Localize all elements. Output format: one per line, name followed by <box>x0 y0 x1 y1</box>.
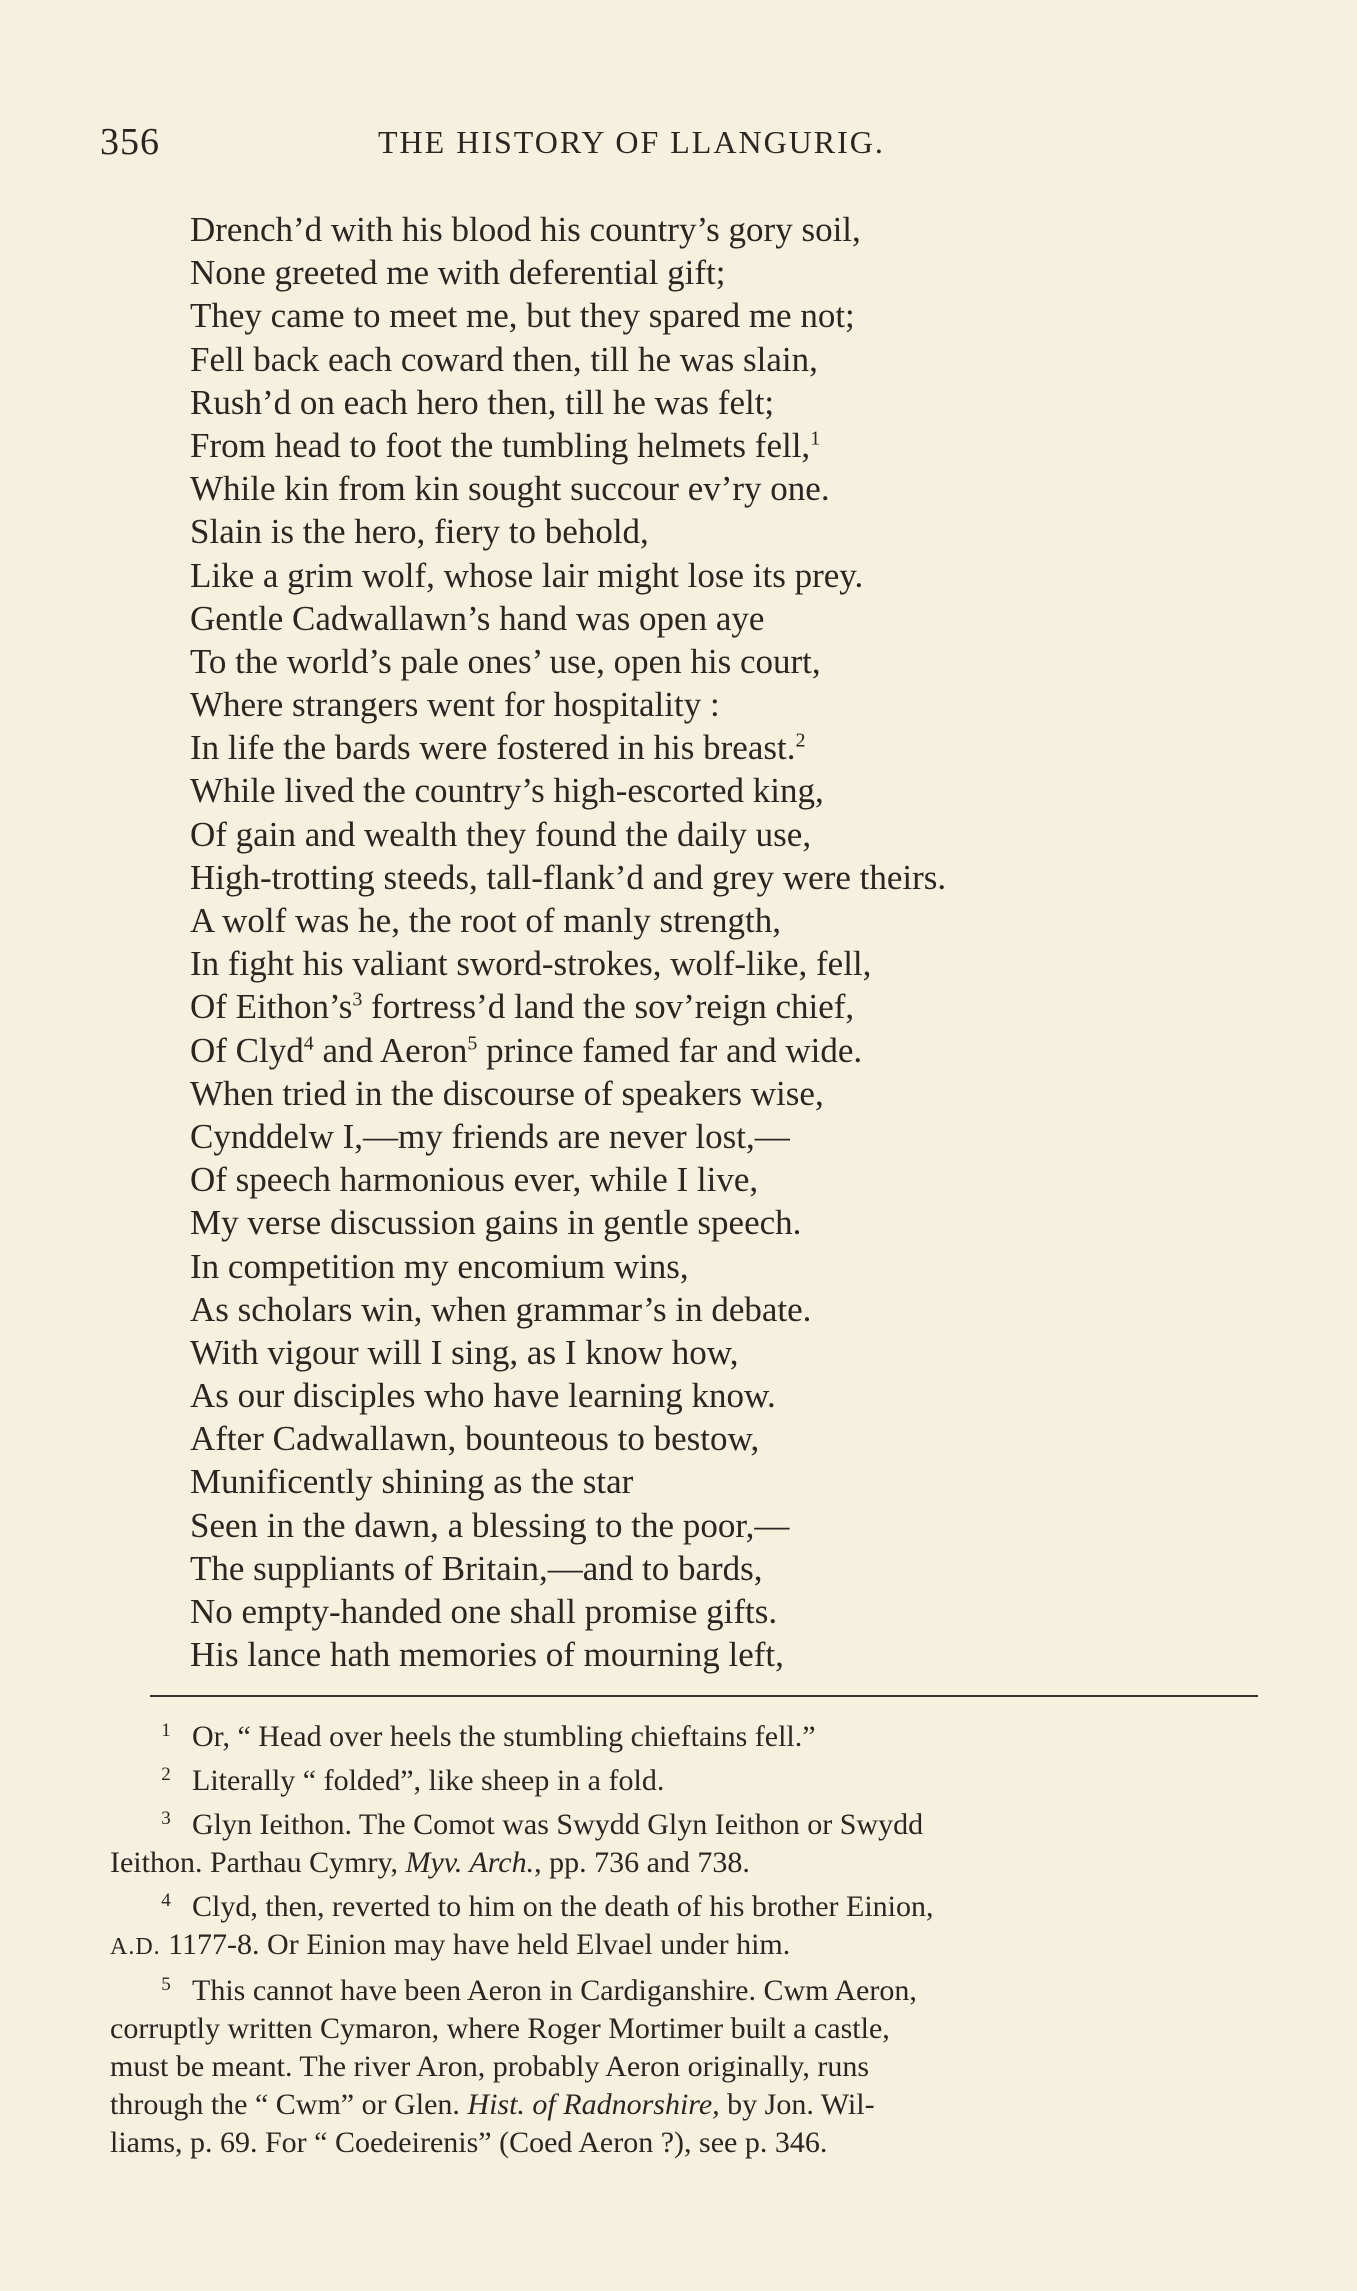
poem-line <box>190 1201 1270 1244</box>
poem-line-text: As our disciples who have learning know. <box>190 1376 776 1416</box>
page-header <box>100 120 1260 170</box>
poem-line-text: From head to foot the tumbling helmets fell, <box>190 425 811 465</box>
footnote-line <box>110 1926 1270 1966</box>
poem-line-text: High-trotting steeds, tall-flank’d and grey were theirs. <box>190 857 947 897</box>
footnote-line <box>110 1966 1270 2010</box>
poem-line <box>190 1029 1270 1072</box>
footnote-line <box>110 1882 1270 1926</box>
poem-line <box>190 1547 1270 1590</box>
footnote-text: Literally “ folded”, like sheep in a fold. <box>192 1764 665 1797</box>
poem-line-text: Gentle Cadwallawn’s hand was open aye <box>190 598 765 638</box>
footnote-text: , pp. 736 and 738. <box>534 1846 750 1879</box>
poem-line-text: In fight his valiant sword-strokes, wolf-like, fell, <box>190 944 872 984</box>
poem-line <box>190 1158 1270 1201</box>
poem-line-text: Cynddelw I,—my friends are never lost,— <box>190 1116 790 1156</box>
poem-line <box>190 1374 1270 1417</box>
poem-line <box>190 597 1270 640</box>
poem-line <box>190 1331 1270 1374</box>
poem-line-text: In life the bards were fostered in his breast. <box>190 728 796 768</box>
poem-line-text: His lance hath memories of mourning left, <box>190 1635 784 1675</box>
footnote-text: corruptly written Cymaron, where Roger Mortimer built a castle, <box>110 2012 890 2045</box>
poem-line-text: Slain is the hero, fiery to behold, <box>190 512 649 552</box>
poem-line <box>190 640 1270 683</box>
footnote-text: Or, “ Head over heels the stumbling chieftains fell.” <box>192 1720 816 1753</box>
poem-line <box>190 381 1270 424</box>
poem-line-text: A wolf was he, the root of manly strength, <box>190 901 782 940</box>
footnote-line <box>110 1756 1270 1800</box>
poem-line <box>190 942 1270 985</box>
poem-line <box>190 554 1270 597</box>
poem-line <box>190 1245 1270 1288</box>
poem-line <box>190 1288 1270 1331</box>
poem-line <box>190 251 1270 294</box>
poem-line <box>190 338 1270 381</box>
footnote-text: Ieithon. Parthau Cymry, <box>110 1846 406 1879</box>
poem-line-text: Like a grim wolf, whose lair might lose its prey. <box>190 555 864 595</box>
poem-line <box>190 1504 1270 1547</box>
footnote-text: through the “ Cwm” or Glen. <box>110 2088 468 2121</box>
footnote-text: A.D. <box>110 1934 161 1960</box>
footnote-text: Glyn Ieithon. The Comot was Swydd Glyn Ieithon or Swydd <box>192 1808 924 1841</box>
poem-line-text: After Cadwallawn, bounteous to bestow, <box>190 1419 760 1459</box>
poem-line-text: No empty-handed one shall promise gifts. <box>190 1592 778 1631</box>
poem-line-text: They came to meet me, but they spared me not; <box>190 296 855 336</box>
poem-line-text: While lived the country’s high-escorted king, <box>190 771 824 811</box>
footnote-line <box>110 2048 1270 2086</box>
poem-line-text: Where strangers went for hospitality : <box>190 685 720 725</box>
footnote-text: liams, p. 69. For “ Coedeirenis” (Coed Aeron ?), see p. 346. <box>110 2126 828 2159</box>
poem-line <box>190 1072 1270 1115</box>
footnote-number: 1 <box>161 1720 171 1741</box>
footnote-text: Clyd, then, reverted to him on the death of his brother Einion, <box>192 1890 934 1923</box>
footnote-line <box>110 2086 1270 2124</box>
footnote-number: 3 <box>161 1808 171 1829</box>
footnote-text: by Jon. Wil- <box>719 2088 875 2121</box>
footnote-marker[interactable]: 2 <box>795 729 806 752</box>
poem-line-text: Munificently shining as the star <box>190 1462 634 1502</box>
poem-line-text: When tried in the discourse of speakers wise, <box>190 1073 824 1113</box>
citation-title: Myv. Arch. <box>405 1846 535 1879</box>
poem-line-text: None greeted me with deferential gift; <box>190 253 726 293</box>
footnote-text: 1177-8. Or Einion may have held Elvael under him. <box>160 1928 791 1961</box>
poem-line-text: The suppliants of Britain,—and to bards, <box>190 1548 763 1588</box>
poem-line-text: In competition my encomium wins, <box>190 1246 689 1286</box>
poem-line-text: With vigour will I sing, as I know how, <box>190 1332 739 1372</box>
poem-line-text: As scholars win, when grammar’s in debate. <box>190 1289 812 1329</box>
footnote-line <box>110 1844 1270 1882</box>
poem-line-text: To the world’s pale ones’ use, open his court, <box>190 641 821 681</box>
footnote-number: 4 <box>161 1890 171 1911</box>
poem-line <box>190 726 1270 769</box>
poem-line <box>190 813 1270 856</box>
poem-line <box>190 769 1270 812</box>
footnote-1 <box>110 1712 1270 1756</box>
poem-line <box>190 510 1270 553</box>
footnote-3 <box>110 1800 1270 1882</box>
poem-line-text: Rush’d on each hero then, till he was felt; <box>190 382 775 422</box>
footnote-line <box>110 1800 1270 1844</box>
poem-line <box>190 1115 1270 1158</box>
poem-line <box>190 1633 1270 1676</box>
footnote-marker[interactable]: 4 <box>303 1031 314 1054</box>
footnote-line <box>110 2124 1270 2162</box>
footnote-5 <box>110 1966 1270 2162</box>
poem-line <box>190 208 1270 251</box>
poem-line <box>190 294 1270 337</box>
footnote-4 <box>110 1882 1270 1966</box>
poem-line <box>190 1460 1270 1503</box>
poem-line-text: and Aeron <box>313 1030 468 1070</box>
poem-line-text: Of gain and wealth they found the daily use, <box>190 814 812 854</box>
footnote-number: 2 <box>161 1764 171 1785</box>
footnote-line <box>110 1712 1270 1756</box>
poem-line-text: My verse discussion gains in gentle speech. <box>190 1203 802 1243</box>
footnote-marker[interactable]: 1 <box>810 427 821 450</box>
poem-line-text: Of speech harmonious ever, while I live, <box>190 1160 759 1200</box>
poem-line <box>190 424 1270 467</box>
poem-line-text: While kin from kin sought succour ev’ry one. <box>190 469 830 509</box>
footnote-2 <box>110 1756 1270 1800</box>
poem-line-text: Seen in the dawn, a blessing to the poor,— <box>190 1505 790 1545</box>
poem-line <box>190 467 1270 510</box>
poem-line <box>190 683 1270 726</box>
poem-line <box>190 985 1270 1028</box>
footnote-text: This cannot have been Aeron in Cardiganshire. Cwm Aeron, <box>192 1974 917 2007</box>
footnote-line <box>110 2010 1270 2048</box>
footnote-divider <box>150 1695 1258 1697</box>
poem <box>190 208 1270 1676</box>
poem-line <box>190 856 1270 899</box>
page-number: 356 <box>100 121 160 163</box>
footnote-number: 5 <box>161 1974 171 1995</box>
poem-line <box>190 1417 1270 1460</box>
poem-line-text: Of Clyd <box>190 1030 304 1070</box>
footnote-text: must be meant. The river Aron, probably Aeron originally, runs <box>110 2050 870 2083</box>
footnote-marker[interactable]: 3 <box>352 988 363 1011</box>
footnotes <box>110 1712 1270 2162</box>
poem-line-text: prince famed far and wide. <box>477 1030 863 1070</box>
poem-line <box>190 899 1270 942</box>
poem-line-text: Fell back each coward then, till he was slain, <box>190 339 818 379</box>
poem-line-text: Drench’d with his blood his country’s gory soil, <box>190 210 861 249</box>
footnote-marker[interactable]: 5 <box>467 1031 478 1054</box>
running-title: THE HISTORY OF LLANGURIG. <box>378 124 885 160</box>
citation-title: Hist. of Radnorshire, <box>467 2088 720 2121</box>
poem-line <box>190 1590 1270 1633</box>
poem-line-text: Of Eithon’s <box>190 987 353 1027</box>
poem-line-text: fortress’d land the sov’reign chief, <box>362 987 855 1027</box>
